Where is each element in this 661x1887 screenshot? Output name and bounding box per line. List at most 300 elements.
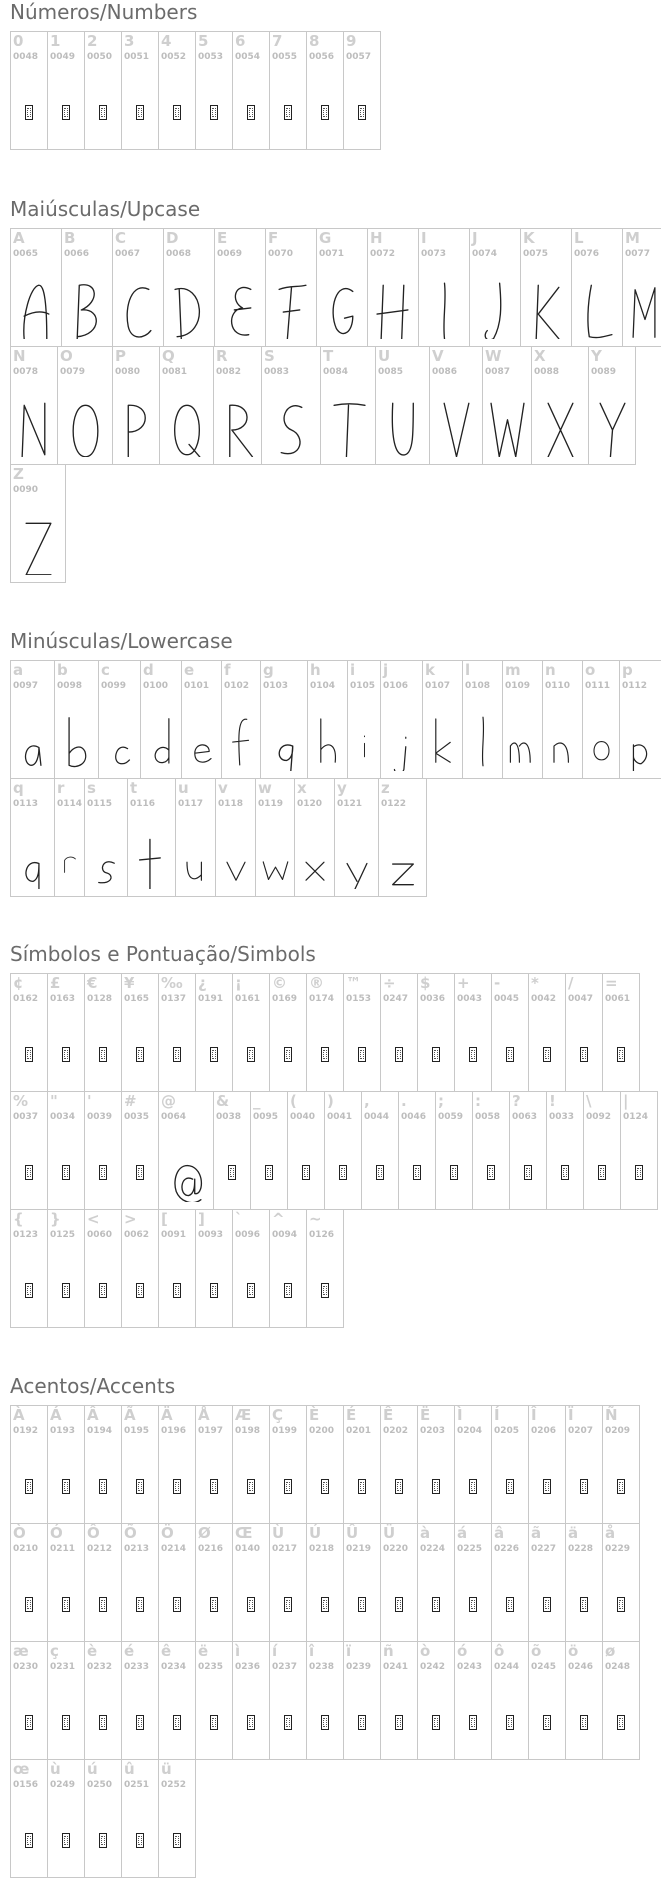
missing-glyph-icon	[358, 1047, 366, 1062]
glyph-sample	[62, 259, 113, 339]
glyph-cell	[84, 1759, 122, 1878]
glyph-character-label: G	[319, 229, 332, 247]
glyph-code-label: 0064	[161, 1112, 187, 1122]
glyph-character-label: Ñ	[605, 1406, 618, 1424]
glyph-cell	[232, 1209, 270, 1328]
glyph-sample	[620, 691, 661, 771]
section-title: Números/Numbers	[10, 0, 198, 24]
glyph-character-label: ë	[198, 1642, 209, 1660]
glyph-character-label: _	[253, 1092, 261, 1110]
glyph-character-label: l	[465, 661, 471, 679]
glyph-code-label: 0115	[87, 799, 113, 809]
glyph-code-label: 0108	[465, 681, 491, 691]
glyph-sample	[368, 259, 419, 339]
missing-glyph-icon	[450, 1165, 458, 1180]
glyph-character-label: ö	[568, 1642, 579, 1660]
glyph-cell	[10, 1091, 48, 1210]
glyph-code-label: 0093	[198, 1230, 224, 1240]
glyph-stroke	[633, 745, 646, 771]
glyph-cell	[121, 1523, 159, 1642]
glyph-cell	[509, 1091, 547, 1210]
glyph-stroke	[116, 747, 130, 764]
glyph-character-label: û	[124, 1760, 135, 1778]
section-title: Acentos/Accents	[10, 1374, 176, 1398]
glyph-code-label: 0110	[545, 681, 571, 691]
glyph-code-label: 0246	[568, 1662, 594, 1672]
glyph-sample	[321, 377, 376, 457]
glyph-character-label: À	[13, 1406, 25, 1424]
glyph-cell	[121, 1209, 159, 1328]
missing-glyph-icon	[543, 1479, 551, 1494]
missing-glyph-icon	[173, 1715, 181, 1730]
glyph-character-label: 0	[13, 32, 24, 50]
missing-glyph-icon	[413, 1165, 421, 1180]
missing-glyph-icon	[302, 1165, 310, 1180]
missing-glyph-icon	[210, 1479, 218, 1494]
glyph-code-label: 0094	[272, 1230, 298, 1240]
glyph-character-label: á	[457, 1524, 468, 1542]
glyph-stroke	[227, 862, 245, 880]
missing-glyph-icon	[395, 1479, 403, 1494]
glyph-character-label: ™	[346, 974, 361, 992]
missing-glyph-icon	[99, 1597, 107, 1612]
glyph-cell	[221, 660, 261, 779]
glyph-cell	[620, 1091, 658, 1210]
glyph-code-label: 0040	[290, 1112, 316, 1122]
missing-glyph-icon	[376, 1165, 384, 1180]
glyph-character-label: €	[87, 974, 98, 992]
missing-glyph-icon	[506, 1597, 514, 1612]
glyph-character-label: Ë	[420, 1406, 431, 1424]
glyph-character-label: Ó	[50, 1524, 63, 1542]
glyph-character-label: }	[50, 1210, 61, 1228]
glyph-cell	[121, 973, 159, 1092]
glyph-code-label: 0058	[475, 1112, 501, 1122]
glyph-character-label: B	[64, 229, 76, 247]
glyph-cell	[367, 228, 419, 347]
glyph-cell	[582, 660, 620, 779]
glyph-character-label: {	[13, 1210, 24, 1228]
glyph-stroke	[482, 717, 483, 766]
glyph-stroke	[394, 737, 405, 771]
missing-glyph-icon	[580, 1715, 588, 1730]
glyph-stroke	[600, 403, 625, 456]
glyph-cell	[47, 31, 85, 150]
glyph-cell	[98, 660, 141, 779]
missing-glyph-icon	[210, 105, 218, 120]
glyph-code-label: 0207	[568, 1426, 594, 1436]
glyph-sample	[317, 259, 368, 339]
glyph-code-label: 0205	[494, 1426, 520, 1436]
glyph-cell	[47, 1523, 85, 1642]
glyph-sample	[216, 809, 256, 889]
glyph-cell	[10, 228, 62, 347]
glyph-character-label: j	[383, 661, 389, 679]
glyph-sample	[308, 691, 348, 771]
glyph-stroke	[26, 746, 41, 765]
glyph-cell	[10, 31, 48, 150]
glyph-character-label: i	[350, 661, 356, 679]
glyph-cell	[571, 228, 623, 347]
glyph-stroke	[279, 285, 306, 338]
missing-glyph-icon	[136, 1165, 144, 1180]
missing-glyph-icon	[62, 1597, 70, 1612]
glyph-sample	[521, 259, 572, 339]
missing-glyph-icon	[543, 1047, 551, 1062]
glyph-character-label: ü	[161, 1760, 172, 1778]
glyph-stroke	[128, 405, 145, 457]
glyph-sample	[483, 377, 532, 457]
glyph-code-label: 0076	[574, 249, 600, 259]
glyph-cell	[602, 1523, 640, 1642]
glyph-stroke	[444, 283, 445, 339]
glyph-cell	[260, 660, 308, 779]
glyph-code-label: 0043	[457, 994, 483, 1004]
glyph-cell	[195, 31, 233, 150]
glyph-code-label: 0103	[263, 681, 289, 691]
glyph-code-label: 0220	[383, 1544, 409, 1554]
glyph-character-label: ç	[50, 1642, 59, 1660]
glyph-character-label: Ï	[568, 1406, 574, 1424]
glyph-character-label: x	[297, 779, 307, 797]
glyph-code-label: 0081	[162, 367, 188, 377]
glyph-cell	[10, 1405, 48, 1524]
glyph-stroke	[99, 862, 114, 883]
glyph-character-label: Ã	[124, 1406, 136, 1424]
glyph-character-label: £	[50, 974, 61, 992]
glyph-code-label: 0072	[370, 249, 396, 259]
glyph-character-label: Ò	[13, 1524, 26, 1542]
glyph-character-label: '	[87, 1092, 92, 1110]
missing-glyph-icon	[617, 1597, 625, 1612]
glyph-cell	[47, 1641, 85, 1760]
glyph-cell	[57, 346, 113, 465]
glyph-cell	[454, 1405, 492, 1524]
missing-glyph-icon	[321, 1283, 329, 1298]
glyph-code-label: 0198	[235, 1426, 261, 1436]
glyph-sample	[376, 377, 430, 457]
glyph-code-label: 0062	[124, 1230, 150, 1240]
glyph-code-label: 0212	[87, 1544, 113, 1554]
glyph-code-label: 0106	[383, 681, 409, 691]
missing-glyph-icon	[99, 105, 107, 120]
glyph-code-label: 0054	[235, 52, 261, 62]
glyph-sample	[85, 809, 128, 889]
glyph-code-label: 0174	[309, 994, 335, 1004]
glyph-character-label: Ô	[87, 1524, 100, 1542]
glyph-stroke	[333, 289, 353, 334]
glyph-code-label: 0211	[50, 1544, 76, 1554]
glyph-code-label: 0109	[505, 681, 531, 691]
glyph-cell	[531, 346, 589, 465]
glyph-stroke	[510, 743, 530, 762]
glyph-cell	[491, 1405, 529, 1524]
missing-glyph-icon	[210, 1715, 218, 1730]
glyph-sample	[463, 691, 503, 771]
glyph-character-label: é	[124, 1642, 135, 1660]
glyph-code-label: 0251	[124, 1780, 150, 1790]
missing-glyph-icon	[247, 1283, 255, 1298]
glyph-cell	[10, 464, 66, 583]
glyph-cell	[47, 1405, 85, 1524]
glyph-character-label: ~	[309, 1210, 322, 1228]
missing-glyph-icon	[62, 1715, 70, 1730]
glyph-code-label: 0074	[472, 249, 498, 259]
glyph-code-label: 0061	[605, 994, 631, 1004]
missing-glyph-icon	[580, 1047, 588, 1062]
glyph-code-label: 0214	[161, 1544, 187, 1554]
glyph-sample	[266, 259, 317, 339]
glyph-section	[10, 1374, 661, 1790]
missing-glyph-icon	[432, 1047, 440, 1062]
missing-glyph-icon	[173, 1479, 181, 1494]
glyph-code-label: 0249	[50, 1780, 76, 1790]
glyph-code-label: 0126	[309, 1230, 335, 1240]
glyph-stroke	[633, 288, 655, 338]
missing-glyph-icon	[358, 1479, 366, 1494]
glyph-character-label: o	[585, 661, 596, 679]
glyph-code-label: 0229	[605, 1544, 631, 1554]
glyph-stroke	[230, 405, 253, 457]
glyph-character-label: e	[184, 661, 195, 679]
missing-glyph-icon	[247, 105, 255, 120]
missing-glyph-icon	[598, 1165, 606, 1180]
glyph-cell	[565, 973, 603, 1092]
glyph-cell	[307, 660, 348, 779]
glyph-code-label: 0216	[198, 1544, 224, 1554]
glyph-character-label: ;	[438, 1092, 444, 1110]
missing-glyph-icon	[469, 1715, 477, 1730]
missing-glyph-icon	[173, 1833, 181, 1848]
glyph-code-label: 0116	[130, 799, 156, 809]
glyph-character-label: î	[309, 1642, 315, 1660]
glyph-stroke	[377, 285, 408, 338]
glyph-sample	[430, 377, 483, 457]
glyph-cell	[61, 228, 113, 347]
glyph-sample	[99, 691, 141, 771]
glyph-code-label: 0230	[13, 1662, 39, 1672]
glyph-sample	[572, 259, 623, 339]
glyph-character-label: Z	[13, 465, 24, 483]
glyph-cell	[121, 1641, 159, 1760]
missing-glyph-icon	[524, 1165, 532, 1180]
glyph-cell	[10, 1759, 48, 1878]
glyph-character-label: 6	[235, 32, 246, 50]
glyph-cell	[232, 1641, 270, 1760]
glyph-cell	[84, 1641, 122, 1760]
glyph-stroke	[175, 289, 199, 339]
glyph-cell	[47, 1209, 85, 1328]
glyph-cell	[454, 1523, 492, 1642]
glyph-code-label: 0252	[161, 1780, 187, 1790]
missing-glyph-icon	[432, 1479, 440, 1494]
glyph-cell	[343, 1523, 381, 1642]
missing-glyph-icon	[62, 1479, 70, 1494]
missing-glyph-icon	[25, 1715, 33, 1730]
glyph-cell	[158, 1091, 214, 1210]
glyph-cell	[158, 1405, 196, 1524]
glyph-code-label: 0100	[143, 681, 169, 691]
missing-glyph-icon	[339, 1165, 347, 1180]
missing-glyph-icon	[469, 1047, 477, 1062]
glyph-cell	[380, 1405, 418, 1524]
glyph-cell	[380, 1523, 418, 1642]
glyph-character-label: >	[124, 1210, 137, 1228]
glyph-character-label: ¥	[124, 974, 135, 992]
glyph-code-label: 0107	[425, 681, 451, 691]
glyph-cell	[380, 973, 418, 1092]
glyph-code-label: 0196	[161, 1426, 187, 1436]
missing-glyph-icon	[62, 105, 70, 120]
glyph-cell	[380, 1641, 418, 1760]
glyph-character-label: s	[87, 779, 96, 797]
glyph-code-label: 0049	[50, 52, 76, 62]
missing-glyph-icon	[173, 105, 181, 120]
glyph-cell	[10, 973, 48, 1092]
glyph-character-label: Á	[50, 1406, 62, 1424]
glyph-cell	[195, 1209, 233, 1328]
glyph-character-label: Œ	[235, 1524, 253, 1542]
glyph-cell	[10, 1641, 48, 1760]
glyph-cell	[265, 228, 317, 347]
missing-glyph-icon	[487, 1165, 495, 1180]
glyph-stroke	[588, 285, 612, 337]
missing-glyph-icon	[358, 1715, 366, 1730]
glyph-code-label: 0140	[235, 1544, 261, 1554]
glyph-code-label: 0047	[568, 994, 594, 1004]
glyph-code-label: 0200	[309, 1426, 335, 1436]
glyph-cell	[84, 1405, 122, 1524]
glyph-character-label: 3	[124, 32, 135, 50]
glyph-character-label: \	[586, 1092, 592, 1110]
glyph-code-label: 0080	[115, 367, 141, 377]
glyph-character-label: .	[401, 1092, 407, 1110]
missing-glyph-icon	[136, 1833, 144, 1848]
glyph-sample	[182, 691, 222, 771]
glyph-cell	[602, 1641, 640, 1760]
glyph-cell	[159, 346, 214, 465]
glyph-code-label: 0128	[87, 994, 113, 1004]
glyph-code-label: 0087	[485, 367, 511, 377]
glyph-code-label: 0162	[13, 994, 39, 1004]
missing-glyph-icon	[62, 1165, 70, 1180]
glyph-character-label: ï	[346, 1642, 352, 1660]
glyph-character-label: Ä	[161, 1406, 173, 1424]
glyph-code-label: 0083	[264, 367, 290, 377]
glyph-sample	[11, 809, 55, 889]
glyph-character-label: ©	[272, 974, 287, 992]
glyph-cell	[47, 1091, 85, 1210]
glyph-sample	[623, 259, 661, 339]
glyph-cell	[528, 973, 566, 1092]
glyph-code-label: 0193	[50, 1426, 76, 1436]
glyph-section	[10, 942, 661, 1240]
missing-glyph-icon	[136, 1047, 144, 1062]
glyph-character-label: Õ	[124, 1524, 137, 1542]
glyph-cell	[306, 1641, 344, 1760]
glyph-character-label: 2	[87, 32, 98, 50]
glyph-cell	[255, 778, 295, 897]
glyph-code-label: 0226	[494, 1544, 520, 1554]
glyph-character-label: g	[263, 661, 274, 679]
glyph-sample	[164, 259, 215, 339]
glyph-character-label: !	[549, 1092, 556, 1110]
glyph-character-label: O	[60, 347, 73, 365]
glyph-code-label: 0099	[101, 681, 127, 691]
missing-glyph-icon	[580, 1597, 588, 1612]
glyph-code-label: 0096	[235, 1230, 261, 1240]
glyph-code-label: 0156	[13, 1780, 39, 1790]
glyph-character-label: ,	[364, 1092, 370, 1110]
glyph-cell	[491, 1641, 529, 1760]
glyph-code-label: 0123	[13, 1230, 39, 1240]
glyph-character-label: (	[290, 1092, 297, 1110]
missing-glyph-icon	[62, 1047, 70, 1062]
glyph-character-label: &	[216, 1092, 230, 1110]
glyph-code-label: 0204	[457, 1426, 483, 1436]
glyph-stroke	[22, 403, 45, 456]
glyph-cell	[269, 1523, 307, 1642]
glyph-code-label: 0239	[346, 1662, 372, 1672]
glyph-sample	[532, 377, 589, 457]
glyph-cell	[10, 346, 58, 465]
glyph-cell	[422, 660, 463, 779]
glyph-cell	[195, 1641, 233, 1760]
glyph-cell	[565, 1641, 603, 1760]
glyph-character-label: n	[545, 661, 556, 679]
glyph-code-label: 0244	[494, 1662, 520, 1672]
glyph-code-label: 0225	[457, 1544, 483, 1554]
glyph-code-label: 0118	[218, 799, 244, 809]
missing-glyph-icon	[635, 1165, 643, 1180]
glyph-cell	[54, 778, 85, 897]
missing-glyph-icon	[617, 1479, 625, 1494]
glyph-cell	[528, 1405, 566, 1524]
glyph-code-label: 0235	[198, 1662, 224, 1672]
glyph-code-label: 0202	[383, 1426, 409, 1436]
glyph-code-label: 0191	[198, 994, 224, 1004]
missing-glyph-icon	[136, 105, 144, 120]
missing-glyph-icon	[395, 1047, 403, 1062]
glyph-cell	[214, 228, 266, 347]
missing-glyph-icon	[506, 1047, 514, 1062]
glyph-character-label: T	[323, 347, 334, 365]
glyph-stroke	[347, 864, 367, 889]
glyph-character-label: P	[115, 347, 126, 365]
glyph-code-label: 0117	[178, 799, 204, 809]
glyph-stroke	[321, 719, 336, 762]
glyph-cell	[520, 228, 572, 347]
glyph-character-label: N	[13, 347, 26, 365]
glyph-code-label: 0041	[327, 1112, 353, 1122]
glyph-character-label: ê	[161, 1642, 172, 1660]
glyph-sample	[543, 691, 583, 771]
glyph-code-label: 0033	[549, 1112, 575, 1122]
glyph-stroke	[263, 862, 288, 880]
glyph-character-label: <	[87, 1210, 100, 1228]
missing-glyph-icon	[469, 1597, 477, 1612]
glyph-stroke	[24, 285, 49, 339]
glyph-code-label: 0057	[346, 52, 372, 62]
glyph-character-label: )	[327, 1092, 334, 1110]
missing-glyph-icon	[321, 1047, 329, 1062]
missing-glyph-icon	[210, 1597, 218, 1612]
glyph-code-label: 0228	[568, 1544, 594, 1554]
glyph-character-label: L	[574, 229, 584, 247]
glyph-cell	[195, 973, 233, 1092]
glyph-cell	[320, 346, 376, 465]
glyph-character-label: 5	[198, 32, 209, 50]
